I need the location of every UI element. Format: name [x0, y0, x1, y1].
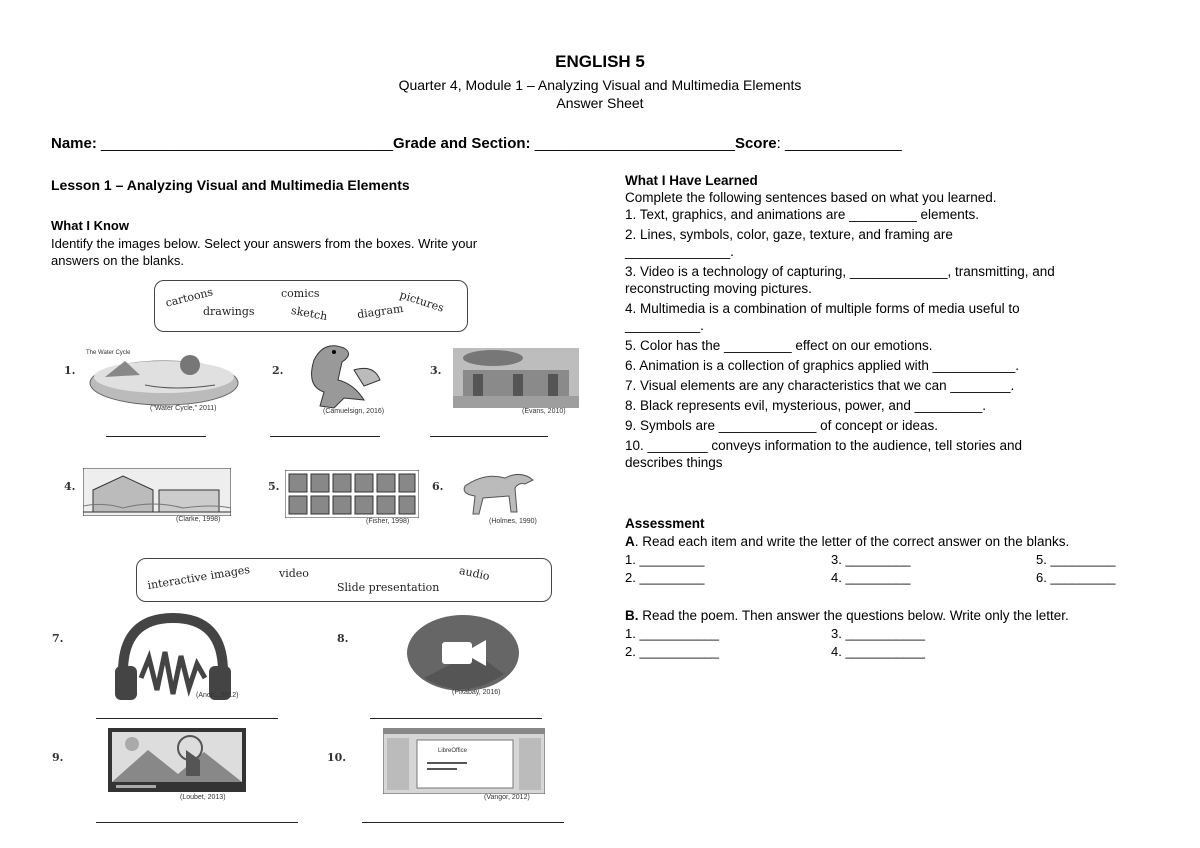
- item-3-number: 3.: [430, 364, 442, 377]
- learned-line-1: 1. Text, graphics, and animations are _________ elements.: [625, 207, 979, 222]
- name-label: Name:: [51, 135, 97, 152]
- assessment-a-text: . Read each item and write the letter of the correct answer on the blanks.: [634, 534, 1070, 549]
- learned-line-9: 9. Symbols are _____________ of concept or ideas.: [625, 418, 938, 433]
- learned-line-3b: reconstructing moving pictures.: [625, 281, 812, 296]
- item-2-number: 2.: [272, 364, 284, 377]
- name-blank[interactable]: ___________________________________: [101, 135, 394, 152]
- learned-line-4: 4. Multimedia is a combination of multiple forms of media useful to: [625, 301, 1020, 316]
- learned-line-5: 5. Color has the _________ effect on our emotions.: [625, 338, 933, 353]
- item-5-number: 5.: [268, 480, 280, 493]
- item-3-answer-blank[interactable]: [430, 436, 548, 437]
- assessment-b-blank-3[interactable]: 3. ___________: [831, 626, 925, 641]
- item-2-credit: (Camuelsign, 2016): [323, 408, 385, 415]
- item-6-credit: (Holmes, 1990): [489, 518, 537, 525]
- item-8-credit: (Pixabay, 2016): [452, 689, 501, 696]
- item-1-answer-blank[interactable]: [106, 436, 206, 437]
- assessment-a-blank-6[interactable]: 6. _________: [1036, 570, 1116, 585]
- learned-line-2b: ______________.: [625, 244, 734, 259]
- assessment-a-instructions: [625, 534, 1069, 549]
- dinosaur-cartoon-image: [284, 340, 384, 410]
- assessment-a-blank-2[interactable]: 2. _________: [625, 570, 705, 585]
- instructions-line-1: Identify the images below. Select your answers from the boxes. Write your: [51, 236, 478, 251]
- what-i-have-learned-section: [625, 172, 1055, 471]
- page-subtitle: Quarter 4, Module 1 – Analyzing Visual and Multimedia Elements: [398, 77, 802, 93]
- item-1-number: 1.: [64, 364, 76, 377]
- item-2-answer-blank[interactable]: [270, 436, 380, 437]
- word-sketch: sketch: [290, 303, 329, 324]
- learned-line-4b: __________.: [625, 318, 704, 333]
- slide-presentation-screenshot: [383, 728, 545, 794]
- assessment-b-blank-4[interactable]: 4. ___________: [831, 644, 925, 659]
- student-info-row: [51, 135, 902, 152]
- word-pictures: pictures: [398, 288, 446, 315]
- assessment-a-blank-3[interactable]: 3. _________: [831, 552, 911, 567]
- item-10-answer-blank[interactable]: [362, 822, 564, 823]
- answer-sheet-label: Answer Sheet: [556, 95, 644, 111]
- assessment-a-blank-5[interactable]: 5. _________: [1036, 552, 1116, 567]
- word-box-1: [154, 280, 468, 332]
- word-slide-presentation: Slide presentation: [337, 581, 440, 594]
- headphones-audio-icon: [113, 612, 233, 702]
- learned-intro: Complete the following sentences based on what you learned.: [625, 190, 997, 205]
- item-7-answer-blank[interactable]: [96, 718, 278, 719]
- word-comics: comics: [281, 287, 320, 300]
- comic-strip-image: [285, 470, 419, 518]
- item-7-number: 7.: [52, 632, 64, 645]
- assessment-a-letter: A: [625, 534, 635, 549]
- item-8-answer-blank[interactable]: [370, 718, 542, 719]
- learned-line-10: 10. ________ conveys information to the audience, tell stories and: [625, 438, 1023, 453]
- score-blank[interactable]: : ______________: [776, 135, 902, 152]
- learned-line-2: 2. Lines, symbols, color, gaze, texture, and framing are: [625, 227, 953, 242]
- instructions-line-2: answers on the blanks.: [51, 253, 184, 268]
- item-10-number: 10.: [327, 751, 347, 764]
- word-drawings: drawings: [203, 305, 255, 318]
- assessment-b-letter: B.: [625, 608, 639, 623]
- learned-line-6: 6. Animation is a collection of graphics applied with ___________.: [625, 358, 1020, 373]
- item-9-number: 9.: [52, 751, 64, 764]
- item-9-credit: (Loubet, 2013): [180, 794, 226, 801]
- what-i-have-learned-heading: What I Have Learned: [625, 173, 758, 188]
- water-cycle-tag: The Water Cycle: [86, 350, 131, 356]
- learned-line-3: 3. Video is a technology of capturing, _____________, transmitting, and: [625, 264, 1055, 279]
- what-i-know-heading: What I Know: [51, 218, 129, 233]
- assessment-a-blank-4[interactable]: 4. _________: [831, 570, 911, 585]
- item-5-credit: (Fisher, 1998): [366, 518, 410, 525]
- item-10-credit: (Vangor, 2012): [484, 794, 530, 801]
- interactive-image-icon: [108, 728, 246, 792]
- assessment-b-blank-2[interactable]: 2. ___________: [625, 644, 719, 659]
- video-camera-icon: [404, 612, 522, 694]
- assessment-b-instructions: [625, 608, 1069, 623]
- learned-line-10b: describes things: [625, 455, 723, 470]
- horse-drawing-image: [455, 466, 541, 518]
- libreoffice-tag: LibreOffice: [438, 748, 467, 754]
- grade-section-label: Grade and Section:: [393, 135, 531, 152]
- item-4-number: 4.: [64, 480, 76, 493]
- grade-section-blank[interactable]: ________________________: [534, 135, 735, 152]
- item-3-credit: (Evans, 2010): [522, 408, 566, 415]
- word-cartoons: cartoons: [164, 285, 215, 310]
- item-9-answer-blank[interactable]: [96, 822, 298, 823]
- word-box-2: [136, 558, 552, 602]
- assessment-a-blank-1[interactable]: 1. _________: [625, 552, 705, 567]
- street-market-photo: [453, 348, 579, 408]
- water-cycle-image: [85, 347, 243, 407]
- assessment-heading: Assessment: [625, 516, 705, 531]
- assessment-b-blank-1[interactable]: 1. ___________: [625, 626, 719, 641]
- learned-line-8: 8. Black represents evil, mysterious, power, and _________.: [625, 398, 986, 413]
- page-title: ENGLISH 5: [555, 52, 645, 71]
- item-1-credit: ("Water Cycle," 2011): [150, 405, 217, 412]
- word-audio: audio: [457, 563, 491, 584]
- assessment-b-text: Read the poem. Then answer the questions below. Write only the letter.: [638, 608, 1069, 623]
- word-video: video: [279, 567, 309, 580]
- item-6-number: 6.: [432, 480, 444, 493]
- barn-sketch-image: [83, 468, 231, 516]
- score-label: Score: [734, 135, 777, 152]
- item-8-number: 8.: [337, 632, 349, 645]
- lesson-title: Lesson 1 – Analyzing Visual and Multimedia Elements: [51, 177, 410, 193]
- item-4-credit: (Clarke, 1998): [176, 516, 221, 523]
- learned-line-7: 7. Visual elements are any characteristics that we can ________.: [625, 378, 1015, 393]
- word-diagram: diagram: [356, 301, 405, 322]
- word-interactive-images: interactive images: [146, 562, 251, 593]
- item-7-credit: (Anon., 2012): [196, 692, 239, 699]
